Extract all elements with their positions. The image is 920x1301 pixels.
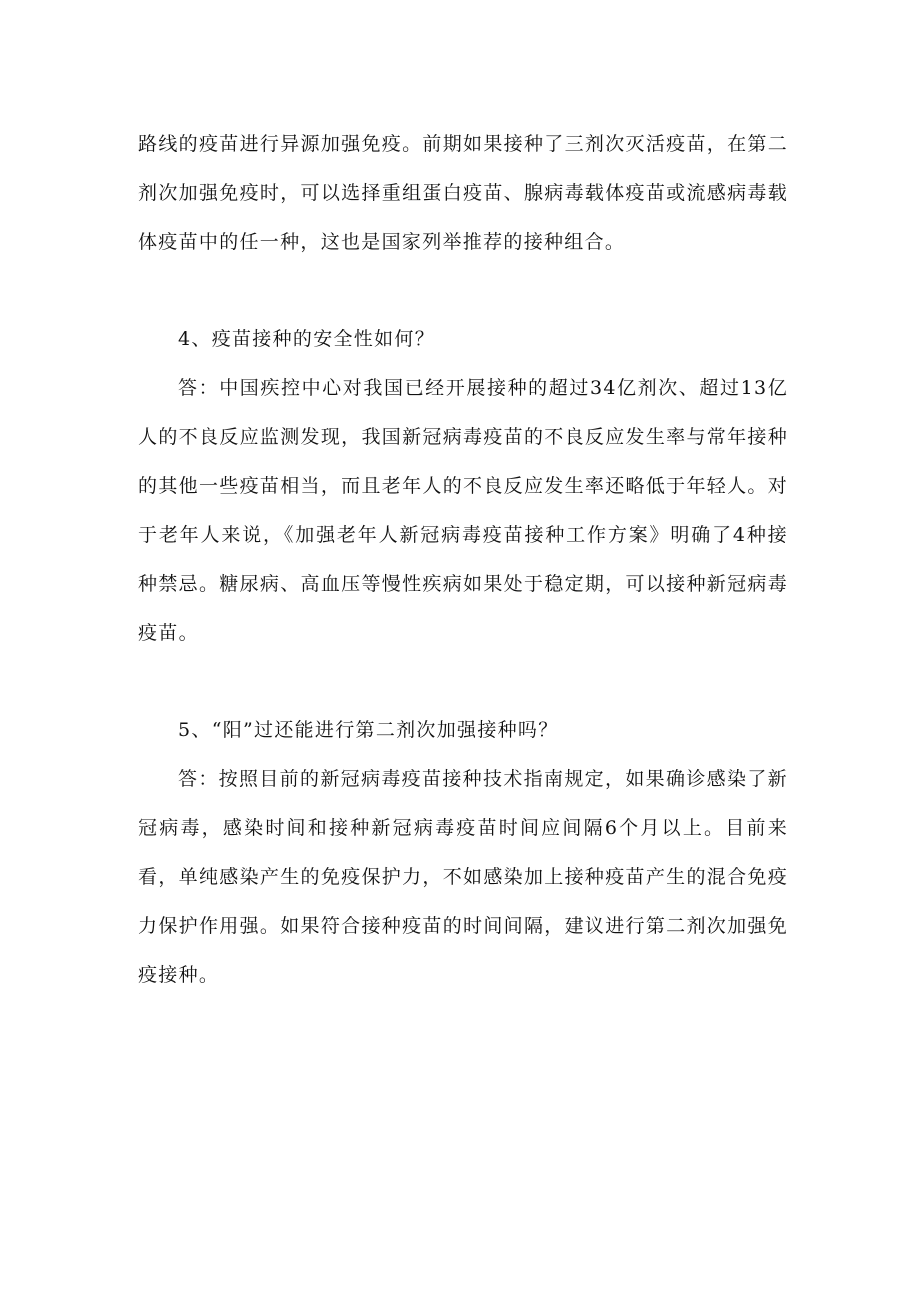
answer-paragraph-4: 答：中国疾控中心对我国已经开展接种的超过34亿剂次、超过13亿人的不良反应监测发现，我国新冠病毒疫苗的不良反应发生率与常年接种的其他一些疫苗相当，而且老年人的不良反应发生率还略低于年轻人。对于老年人来说，《加强老年人新冠病毒疫苗接种工作方案》明确了4种接种禁忌。糖尿病、高血压等慢性疾病如果处于稳定期，可以接种新冠病毒疫苗。 <box>138 377 788 644</box>
paragraph-spacer <box>138 267 788 315</box>
question-heading-4: 4、疫苗接种的安全性如何？ <box>178 328 435 350</box>
question-heading-5: 5、“阳”过还能进行第二剂次加强接种吗？ <box>178 719 559 741</box>
document-body <box>138 120 788 1000</box>
answer-paragraph-5: 答：按照目前的新冠病毒疫苗接种技术指南规定，如果确诊感染了新冠病毒，感染时间和接种新冠病毒疫苗时间应间隔6个月以上。目前来看，单纯感染产生的免疫保护力，不如感染加上接种疫苗产生的混合免疫力保护作用强。如果符合接种疫苗的时间间隔，建议进行第二剂次加强免疫接种。 <box>138 768 788 986</box>
paragraph-spacer <box>138 658 788 706</box>
paragraph-continuation: 路线的疫苗进行异源加强免疫。前期如果接种了三剂次灭活疫苗，在第二剂次加强免疫时，可以选择重组蛋白疫苗、腺病毒载体疫苗或流感病毒载体疫苗中的任一种，这也是国家列举推荐的接种组合。 <box>138 133 788 253</box>
